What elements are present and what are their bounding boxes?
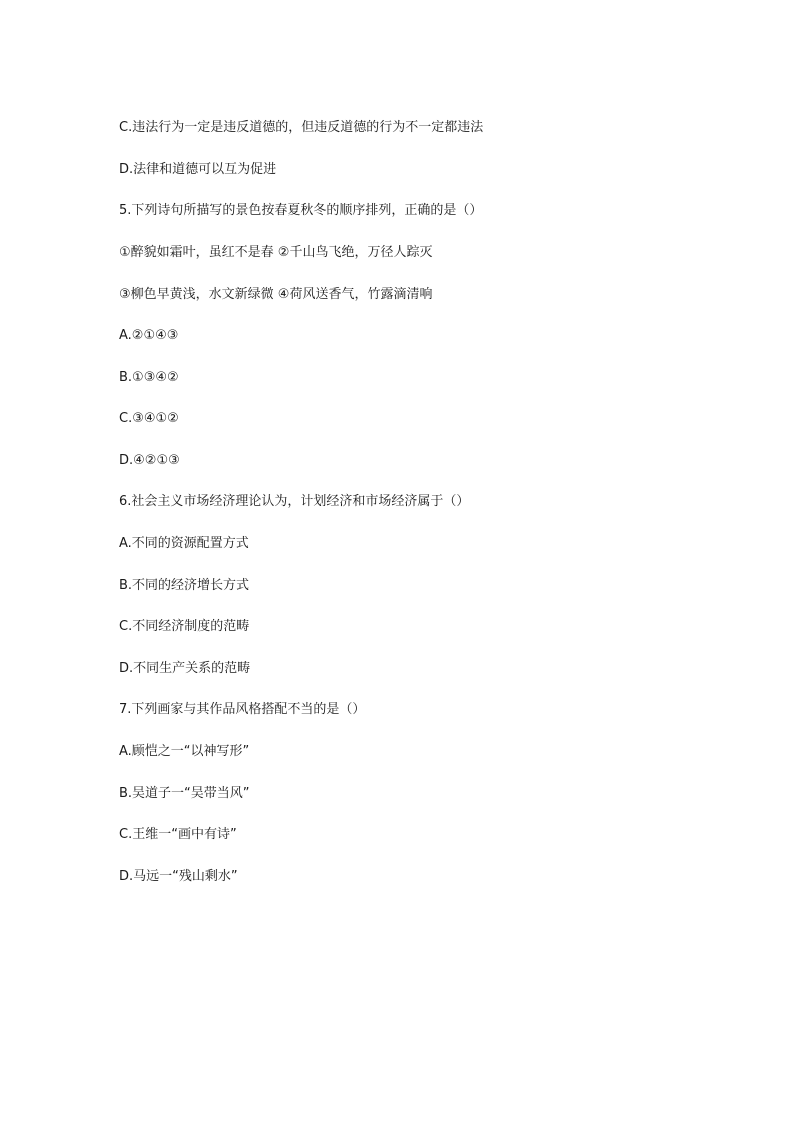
option-b-q6: B.不同的经济增长方式 bbox=[119, 578, 250, 593]
question-6: 6.社会主义市场经济理论认为，计划经济和市场经济属于（） bbox=[119, 494, 470, 509]
option-c-q4: C.违法行为一定是违反道德的，但违反道德的行为不一定都违法 bbox=[119, 120, 484, 135]
option-c-q5: C.③④①② bbox=[119, 411, 179, 426]
option-c-q6: C.不同经济制度的范畴 bbox=[119, 619, 250, 634]
option-a-q6: A.不同的资源配置方式 bbox=[119, 536, 249, 551]
question-7: 7.下列画家与其作品风格搭配不当的是（） bbox=[119, 702, 366, 717]
option-b-q5: B.①③④② bbox=[119, 370, 179, 385]
option-c-q7: C.王维一“画中有诗” bbox=[119, 827, 237, 842]
question-5: 5.下列诗句所描写的景色按春夏秋冬的顺序排列，正确的是（） bbox=[119, 203, 483, 218]
option-d-q4: D.法律和道德可以互为促进 bbox=[119, 162, 277, 177]
option-d-q6: D.不同生产关系的范畴 bbox=[119, 661, 251, 676]
option-b-q7: B.吴道子一“吴带当风” bbox=[119, 786, 250, 801]
option-a-q5: A.②①④③ bbox=[119, 328, 179, 343]
poem-lines-1-2: ①醉貌如霜叶，虽红不是春 ②千山鸟飞绝，万径人踪灭 bbox=[119, 245, 433, 260]
option-d-q5: D.④②①③ bbox=[119, 453, 180, 468]
poem-lines-3-4: ③柳色早黄浅，水文新绿微 ④荷风送香气，竹露滴清响 bbox=[119, 287, 433, 302]
option-a-q7: A.顾恺之一“以神写形” bbox=[119, 744, 250, 759]
option-d-q7: D.马远一“残山剩水” bbox=[119, 869, 238, 884]
